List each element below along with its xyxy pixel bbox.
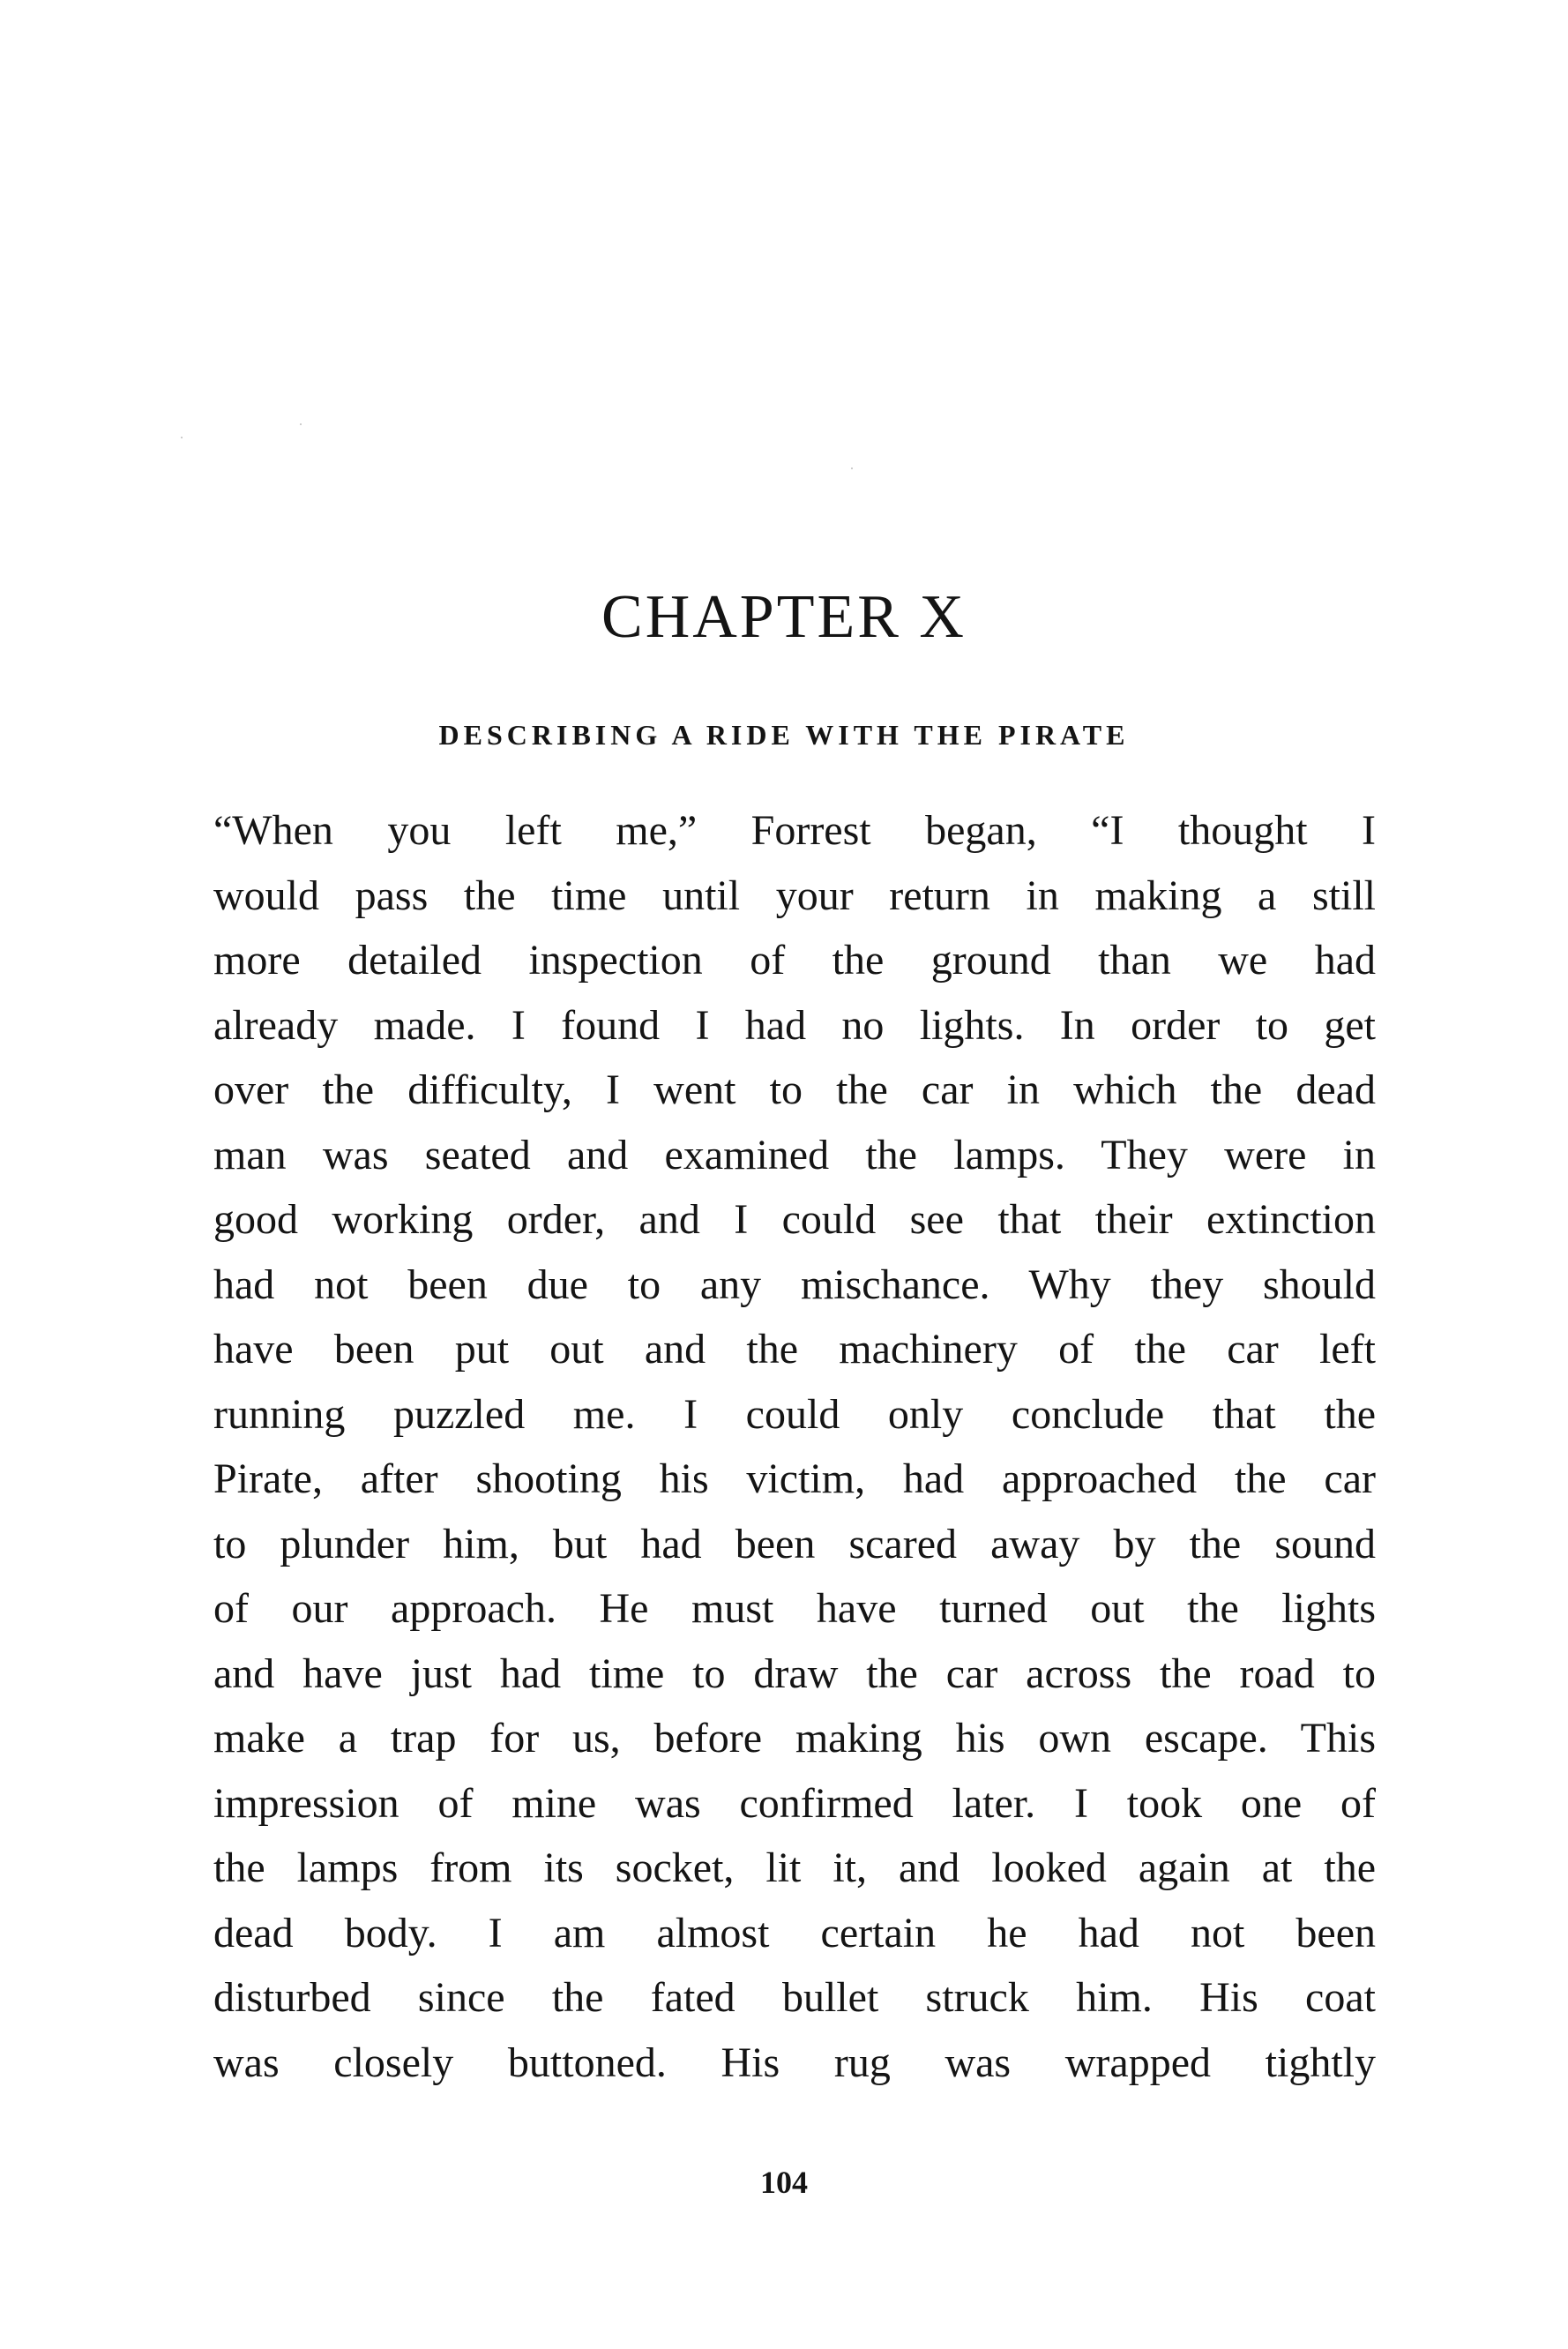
body-text [213,798,1376,2095]
scan-speck [851,468,853,469]
text-line: was closely buttoned. His rug was wrapped tightly [213,2039,1376,2086]
scan-speck [300,423,302,425]
scan-speck [181,437,183,438]
page-number: 104 [760,2165,808,2200]
text-line: Pirate, after shooting his victim, had approached the car [213,1455,1376,1502]
text-line: had not been due to any mischance. Why they should [213,1261,1376,1308]
text-line: have been put out and the machinery of the car left [213,1326,1376,1373]
text-line: the lamps from its socket, lit it, and looked again at the [213,1844,1376,1891]
text-line: already made. I found I had no lights. In order to get [213,1001,1376,1049]
text-line: more detailed inspection of the ground than we had [213,937,1376,984]
text-line: of our approach. He must have turned out the lights [213,1585,1376,1632]
text-line: to plunder him, but had been scared away by the sound [213,1520,1376,1567]
text-line: “When you left me,” Forrest began, “I thought I [213,807,1376,854]
text-line: and have just had time to draw the car across the road to [213,1650,1376,1697]
chapter-subtitle: DESCRIBING A RIDE WITH THE PIRATE [438,719,1130,751]
text-line: dead body. I am almost certain he had not been [213,1909,1376,1956]
text-line: man was seated and examined the lamps. They were in [213,1131,1376,1178]
text-line: disturbed since the fated bullet struck him. His coat [213,1974,1376,2021]
text-line: over the difficulty, I went to the car in which the dead [213,1066,1376,1113]
text-line: make a trap for us, before making his own escape. This [213,1715,1376,1762]
text-line: impression of mine was confirmed later. I took one of [213,1779,1376,1827]
text-line: good working order, and I could see that their extinction [213,1196,1376,1243]
chapter-title: CHAPTER X [601,583,967,651]
text-line: would pass the time until your return in making a still [213,872,1376,919]
text-line: running puzzled me. I could only conclude that the [213,1390,1376,1438]
